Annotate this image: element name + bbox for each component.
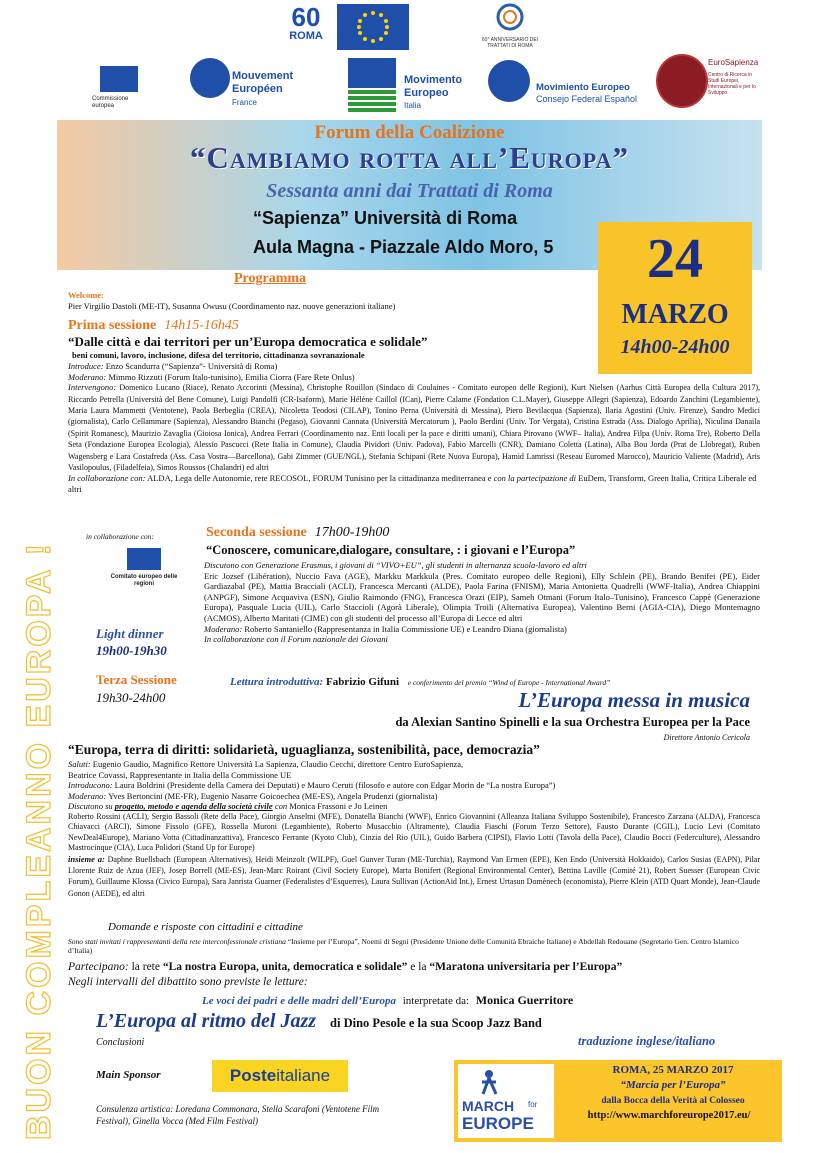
discutono-c: con [274,801,288,812]
partecipano-d: “Maratona universitaria per l’Europa” [429,961,623,973]
march-title: “Marcia per l’Europa” [620,1079,726,1091]
logo-anniversary [470,2,550,54]
session1-speakers [68,382,760,473]
discutono-row [68,801,760,812]
mouvement-ring-icon [190,58,230,98]
date-day: 24 [647,228,703,290]
logo-eurosapienza [656,52,766,112]
insieme-label: insieme a: [68,853,105,864]
session1-label: Prima sessione [68,318,157,333]
conclusioni-line: Conclusioni [96,1037,145,1048]
introducono-text: Laura Boldrini (Presidente della Camera dei Deputati) e Mauro Ceruti (filosofo e autore con Edgar Morin de “La nostra Europa”) [114,780,556,791]
partecipano-c: e la [410,961,427,973]
session1-moderano-row [68,372,760,383]
march-box [454,1060,782,1142]
session1-subtitle: beni comuni, lavoro, inclusione, difesa del territorio, cittadinanza sovranazionale [72,350,365,360]
jazz-title: L’Europa al ritmo del Jazz [96,1010,317,1032]
mouvement-line1: Mouvement [232,70,294,82]
march-logo [458,1064,554,1138]
banner-venue2: Aula Magna - Piazzale Aldo Moro, 5 [253,237,554,257]
programma-heading: Programma [234,271,307,286]
introducono-label: Introducono: [68,780,113,791]
logo-commissione [88,52,150,114]
partecipano-row [68,961,622,973]
banner-title: “Cambiamo rotta all’Europa” [190,140,629,175]
mouvement-line2: Européen [232,83,283,95]
side-terza: Terza Sessione [96,672,177,687]
banner-venue1: “Sapienza” Università di Roma [253,208,518,228]
saluti-text: Eugenio Gaudio, Magnifico Rettore Università La Sapienza, Claudio Cecchi, direttore Centro EuroSapienza, [92,759,464,769]
date-time: 14h00-24h00 [620,336,730,358]
banner-subtitle: Sessanta anni dai Trattati di Roma [266,180,553,202]
consejo-ring-icon [488,60,530,102]
anniversary-text: 60° ANNIVERSARIO DEI TRATTATI DI ROMA [481,37,539,49]
eurosapienza-desc: Centro di Ricerca in Studi Europei, Internazionali e per lo Sviluppo [708,72,756,96]
sponsor-label: Main Sponsor [96,1069,161,1081]
musica-title: L’Europa messa in musica [518,688,750,712]
collab-a: ALDA, Lega delle Autonomie, rete RECOSOL, FORUM Tunisino per la cittadinanza mediterranea e [147,473,492,484]
invitati-b: “Insieme per l’Europa”, Noemi di Segni (Presidente Unione delle Comunità Ebraiche Italiane) e Abdellah Redouane (Segretario Gen. Centro Islamico d’Italia) [68,937,739,955]
vertical-birthday-text: BUON COMPLEANNO EUROPA ! [20,541,58,1140]
discutono-b: progetto, metodo e agenda della società civile [114,801,273,812]
discutono-a: Discutono su [68,801,113,812]
movimento-line3: Italia [404,101,421,110]
insieme-row [68,854,760,900]
eu-stars-icon [337,4,409,50]
session3-moderano-label: Moderano: [68,790,107,801]
eu-flag-icon [337,4,409,50]
logo-poste-italiane [212,1060,348,1092]
voci-mid: interpretate da: [402,995,470,1007]
lettura-award: e conferimento del premio “Wind of Europe - International Award” [407,678,611,687]
discutono-d: Monica Frassoni e Jo Leinen [289,801,388,812]
commissione-text: Commissione europea [92,96,129,109]
invitati-block [68,937,760,955]
saluti-text2: Beatrice Covassi, Rappresentante in Italia della Commissione UE [68,769,292,780]
introduce-label: Introduce: [68,361,104,371]
banner-forum: Forum della Coalizione [314,122,505,143]
march-figure-icon [474,1068,504,1098]
session2-intro: Discutono con Generazione Erasmus, i giovani di “VIVO+EU”, gli studenti in alternanza scuola-lavoro ed altri [204,560,587,570]
session2-collab: In collaborazione con il Forum nazionale dei Giovani [204,634,388,645]
partecipano-b: “La nostra Europa, unita, democratica e solidale” [162,961,408,973]
collab-label: In collaborazione con: [68,473,146,484]
march-c: EUROPE [462,1114,534,1133]
cdr-flag-icon [127,548,161,570]
date-month: MARZO [621,299,729,330]
consejo-line1: Movimiento Europeo [536,82,630,93]
welcome-label: Welcome: [68,290,104,300]
voci-row [202,993,573,1008]
session1-body [68,361,760,495]
welcome-block [68,290,758,311]
march-date: ROMA, 25 MARZO 2017 [612,1064,734,1076]
logo-mouvement-europeen [190,58,320,114]
session2-time: 17h00-19h00 [314,525,390,540]
session2-header [206,523,389,541]
introducono-row [68,780,760,791]
sapienza-seal-icon [656,54,708,108]
consejo-line2: Consejo Federal Español [536,94,638,104]
session1-header [68,316,588,334]
poste-b: italiane [276,1066,331,1085]
session1-title: “Dalle città e dai territori per un’Europa democratica e solidale” [68,334,428,349]
session1-introduce-row [68,361,760,372]
side-terza-time: 19h30-24h00 [96,690,166,705]
partecipano-label: Partecipano: [68,961,129,973]
intervengono-label: Intervengono: [68,382,117,393]
domande-line: Domande e risposte con cittadini e cittadine [108,921,303,933]
session2-moderano-label: Moderano: [204,623,243,634]
logo-movimento-europeo [348,58,468,114]
march-b: for [528,1100,538,1109]
session2-title: “Conoscere, comunicare,dialogare, consultare, : i giovani e l’Europa” [206,543,576,557]
lettura-row [230,676,610,688]
side-dinner: Light dinner [96,626,164,641]
moderano-label: Moderano: [68,371,107,382]
session1-time: 14h15-16h45 [164,318,239,333]
collab-b: EuDem, Transform, Green Italia, Critica Liberale ed altri [68,473,757,495]
session2-moderano: Roberto Santaniello (Rappresentanza in Italia Commissione UE) e Leandro Diana (giornalista) [244,623,567,634]
collab-mid: con la partecipazione di [493,473,577,484]
session3-moderano: Yves Bertoncini (ME-FR), Eugenio Nasarre Goicoechea (ME-ES), Angela Prudenzi (giornalista) [108,790,438,801]
session2-body [204,560,760,645]
direttore-line: Direttore Antonio Cericola [663,733,750,742]
saluti-row [68,759,760,770]
invitati-a: Sono stati invitati i rappresentanti della rete interconfessionale cristiana [68,937,286,946]
session3-title: “Europa, terra di diritti: solidarietà, uguaglianza, sostenibilità, pace, democrazia” [68,742,540,757]
welcome-text: Pier Virgilio Dastoli (ME-IT), Susanna Owusu (Coordinamento naz. nuove generazioni italiane) [68,300,396,311]
anniversary-emblem-icon [493,2,527,32]
traduzione-line: traduzione inglese/italiano [578,1034,716,1048]
logo-60-number: 60 [291,2,321,32]
movimento-line2: Europeo [404,87,449,99]
movimento-stripes-icon [348,90,396,114]
eurosapienza-title: EuroSapienza [708,58,759,67]
partecipano-a: la rete [131,961,160,973]
moderano-text: Mimmo Rizzuti (Forum Italo-tunisino), Emilia Ciorra (Fare Rete Onlus) [108,371,355,382]
side-collab: in collaborazione con: [86,532,154,541]
letture-line: Negli intervalli del dibattito sono previste le letture: [68,976,308,988]
session2-speakers: Eric Jozsef (Libération), Nuccio Fava (AGE), Markku Markkula (Pres. Comitato europeo delle Regioni), Elly Schlein (PE), Brando Benifei (PE), Eider Gardiazabal (PE), Mattia Bracciali (ACLI), Francesca Mercanti (ALDE), Paola Farina (FNISM), Maria Antonietta Quadrelli (WWF-Italia), Andrea Chiappini (ANPGF), Simone Acquaviva (ESN), Giulio Raimondo (FNG), Francesca Orazi (EIP), Sameh Otmani (Forum Italo–Tunisino), Francesco Cappè (Generazione Europa), Pasquale Lucia (UIL), Carlo Staccioli (Agorà Liberale), Olimpia Troili (Alternativa Europea), Valentino Berni (AGIA-CIA), Diego Montemagno (ACMOS), Alberto Maritati (CIME) con gli studenti del processo all’Europa di Lecce ed altri [204,570,760,623]
session2-label: Seconda sessione [206,525,307,540]
side-dinner-time: 19h00-19h30 [96,643,167,658]
march-url[interactable]: http://www.marchforeurope2017.eu/ [587,1110,751,1121]
lettura-name: Fabrizio Gifuni [325,676,399,688]
movimento-flag-icon [348,58,396,88]
session3-moderano-row [68,791,760,802]
logo-60-text: ROMA [289,30,323,42]
poste-a: Poste [229,1066,277,1085]
insieme-text: Daphne Buellsbach (European Alternatives), Heidi Meinzolt (WILPF), Guel Gunver Turan (ME-Turchia), Raymond Van Ermen (EPE), Ken Endo (Università Hokkaido), Carlos Susias (EAPN), Pilar Llorente Ruiz de Azua (JEF), Josep Borrell (ME-ES), Jean-Marc Roirant (Civil Society Europe), Marta Bonifert (Regional Environmental Center), Bettina Laville (Comité 21), Robert Suesser (European Civic Forum), Guillaume Klossa (Civico Europa), Sara Janrista Guarner (Federalistes d’Esquerres), Laura Sullivan (ActionAid Int.), Ernest Urtasun Domènech (economista), Pierre Klein (ATD Quart Monde), Jean-Claude Gonon (AEDE), ed altri [68,854,761,898]
introduce-text: Enzo Scandurra (“Sapienza”- Università di Roma) [105,361,278,371]
mouvement-line3: France [232,98,257,107]
movimento-line1: Movimento [404,74,463,86]
consulenza-text: Consulenza artistica: Loredana Commonara, Stella Scarafoni (Ventotene Film Festival), Ginella Vocca (Med Film Festival) [96,1104,380,1126]
logo-cdr [104,546,184,608]
orchestra-line: da Alexian Santino Spinelli e la sua Orchestra Europea per la Pace [395,715,750,729]
session1-collab [68,473,760,494]
session3-body [68,759,760,899]
logo-60-roma [282,4,330,48]
lettura-label: Lettura introduttiva: [230,676,324,688]
logo-consejo-federal [488,60,648,112]
saluti-label: Saluti: [68,759,91,769]
jazz-row [96,1010,542,1033]
voci-title: Le voci dei padri e delle madri dell’Europa [202,995,396,1007]
voci-name: Monica Guerritore [475,993,574,1007]
session2-moderano-row [204,624,760,635]
jazz-band: di Dino Pesole e la sua Scoop Jazz Band [330,1016,542,1030]
intervengono-text: Domenico Lucano (Riace), Renato Accorinti (Messina), Christophe Rouillon (Sindaco di Coulaines - Comitato europeo delle Regioni), Kurt Nielsen (Aarhus Città Europea della Cultura 2017), Riccardo Petrella (Università del Bene Comune), Luigi Pandolfi (CR-Isaform), Marie Hélène Caillol (ICan), Pierre Calame (Fondation C.L.Mayer), Giuseppe Allegri (Sapienza), Edoardo Zanchini (Legambiente), Maria Laura Mammetti (Ventotene), Paola Berbeglia (CREA), Nicoletta Teodosi (CILAP), Tonino Perna (Università di Messina), Piero Bevilacqua (Sapienza), Ilaria Agostini (Univ. Firenze), Sandro Medici (giornalista), Carlo Cellammare (Sapienza), Alessandro Bianchi (Pegaso), Giovanni Cannata (Università Mercatorum ), Paolo Berdini (Univ. Tor Vergata), Cristina Estrada (Ass. Dialogo Aprilia), Niculina Danaila (Spirit Romanesc), Maurizio Zavaglia (Gioiosa Ionica), Andrea Ferrari (Coordinamento naz. Enti locali per la pace e diritti umani), Chiara Pirovano (WWF– Italia), Andrea Filpa (Univ. Roma Tre), Roberto Della Seta (Fondazione Europea Ecologia), Alessio Pascucci (Rete Italia in Comune), Claudia Pividori (Univ. Padova), Fabio Marcelli (CNR), Damiano Coletta (Latina), Alba Bou Jorda (Prat de Llobregat), Ruben Wagensberg e Lara Costafreda (Ass. Casa Vostra—Barcellona), Gabi Zimmer (GUE/NGL), Stefania Schipani (Rete Nuova Europa), Hamid Lamrissi (Reseau Euromed Marocco), Mauricio Valiente (Madrid), Aris Vasilopoulus, (Filadelfeia), Simos Roussos (Chalandri) ed altri [68,383,761,473]
cdr-text: Comitato europeo delle regioni [110,574,178,587]
civil-speakers: Roberto Rossini (ACLI), Sergio Bassoli (Rete della Pace), Giorgio Anselmi (MFE), Donatella Bianchi (WWF), Enrico Giovannini (Alleanza Italiana Sviluppo Sostenibile), Francesco Zarzana (ALDA), Francesca Chiavacci (ARCI), Simone Fissolo (GFE), Rossella Muroni (Legambiente), Roberto Musacchio (Altramente), Claudia Fiaschi (Forum Terzo Settore), Fausto Durante (CGIL), Lucio Levi (Comitato NewDeal4Europe), Mariano Votta (Cittadinanzattiva), Francesco Ferrante (Kyoto Club), Cinzia del Rio (UIL), Guido Barbera (CIPSI), Flavio Lotti (Tavola della Pace), Claudio Bocci (Federculture), Alessandro Mastrocinque (CIA), Luca Polidori (Stand Up for Europe) [68,811,760,853]
march-route: dalla Bocca della Verità al Colosseo [601,1096,745,1106]
march-a: MARCH [462,1098,515,1114]
commissione-flag-icon [100,66,138,92]
